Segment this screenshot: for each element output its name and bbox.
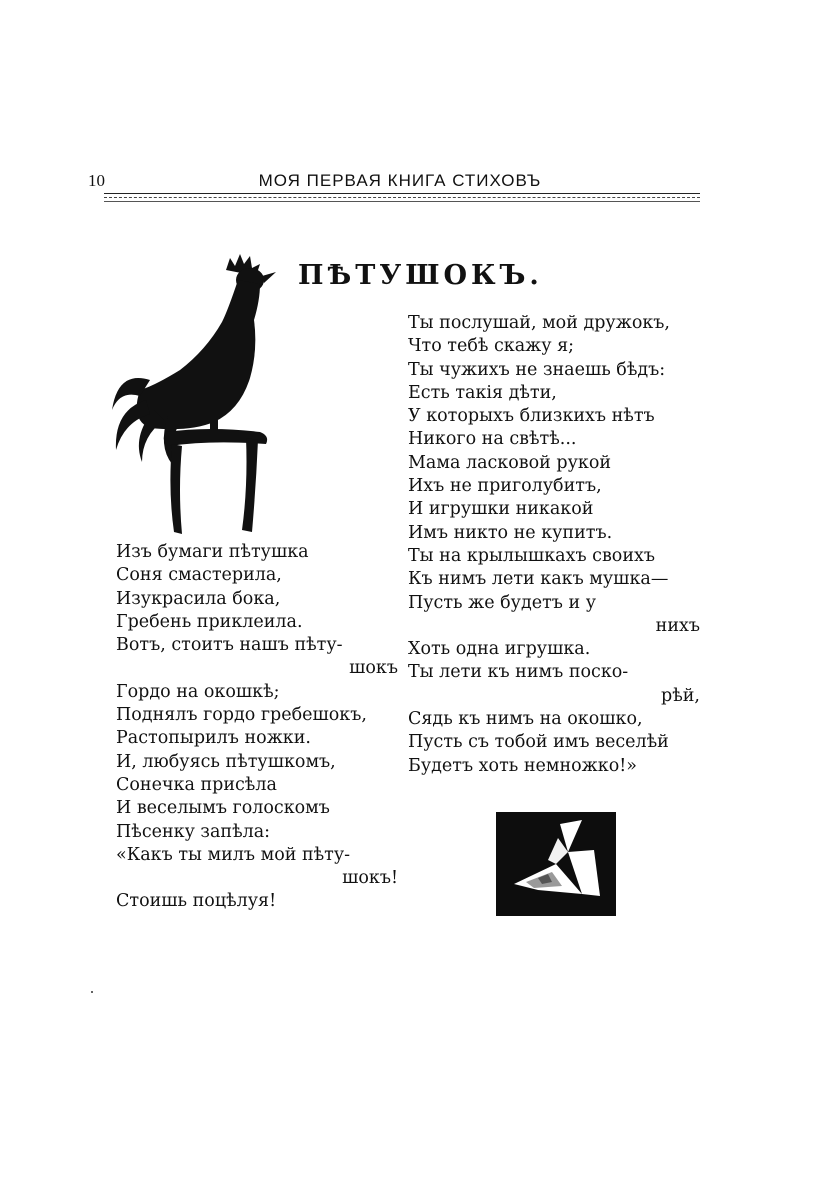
verse-line-continuation: нихъ	[655, 615, 700, 636]
rooster-illustration	[110, 250, 290, 540]
header-rule-lower	[104, 201, 700, 202]
verse-line: Имъ никто не купитъ.	[408, 522, 613, 543]
running-title: МОЯ ПЕРВАЯ КНИГА СТИХОВЪ	[258, 171, 542, 190]
verse-line: Сонечка присѣла	[116, 774, 277, 795]
verse-line: Хоть одна игрушка.	[408, 639, 591, 660]
verse-line: Сядь къ нимъ на окошко,	[408, 709, 643, 730]
verse-line-continuation: шокъ!	[342, 868, 398, 889]
verse-line: Соня смастерила,	[116, 565, 282, 586]
header-rule-dashed	[104, 197, 700, 198]
right-column-stanza	[408, 312, 700, 778]
origami-cutout-illustration	[496, 812, 616, 916]
page-number: 10	[88, 171, 105, 190]
verse-line: У которыхъ близкихъ нѣтъ	[408, 406, 655, 427]
verse-line: Пусть съ тобой имъ веселѣй	[408, 732, 669, 753]
verse-line: Ихъ не приголубитъ,	[408, 476, 602, 497]
verse-line: Стоишь поцѣлуя!	[116, 891, 277, 912]
verse-line: Никого на свѣтѣ...	[408, 429, 577, 450]
verse-line: Есть такія дѣти,	[408, 382, 557, 403]
verse-line: И, любуясь пѣтушкомъ,	[116, 751, 336, 772]
verse-line: Растопырилъ ножки.	[116, 728, 311, 749]
verse-line: Къ нимъ лети какъ мушка—	[408, 569, 669, 590]
verse-line: Поднялъ гордо гребешокъ,	[116, 705, 367, 726]
verse-line: Ты послушай, мой дружокъ,	[408, 313, 670, 333]
verse-line: Мама ласковой рукой	[408, 452, 612, 473]
verse-line: Пѣсенку запѣла:	[116, 821, 271, 842]
verse-line: Будетъ хоть немножко!»	[408, 755, 637, 776]
verse-line: Что тебѣ скажу я;	[408, 336, 575, 357]
verse-line: И веселымъ голоскомъ	[116, 798, 330, 819]
verse-line-continuation: шокъ	[349, 658, 398, 679]
verse-line: Гордо на окошкѣ;	[116, 681, 280, 702]
verse-line: Ты на крылышкахъ своихъ	[408, 545, 655, 566]
verse-line: Пусть же будетъ и у	[408, 592, 597, 613]
verse-line: Изъ бумаги пѣтушка	[116, 542, 309, 562]
verse-line-continuation: рѣй,	[661, 685, 700, 706]
verse-line: Ты чужихъ не знаешь бѣдъ:	[408, 359, 666, 380]
print-speck	[91, 991, 93, 993]
verse-line: Вотъ, стоитъ нашъ пѣту-	[116, 635, 343, 656]
verse-line: «Какъ ты милъ мой пѣту-	[116, 844, 351, 865]
verse-line: И игрушки никакой	[408, 499, 594, 520]
poem-title: ПѢТУШОКЪ.	[298, 260, 543, 291]
verse-line: Гребень приклеила.	[116, 611, 303, 632]
verse-line: Изукрасила бока,	[116, 588, 281, 609]
header-rule	[104, 193, 700, 194]
left-column-stanza	[116, 541, 398, 914]
verse-line: Ты лети къ нимъ поско-	[408, 662, 629, 683]
